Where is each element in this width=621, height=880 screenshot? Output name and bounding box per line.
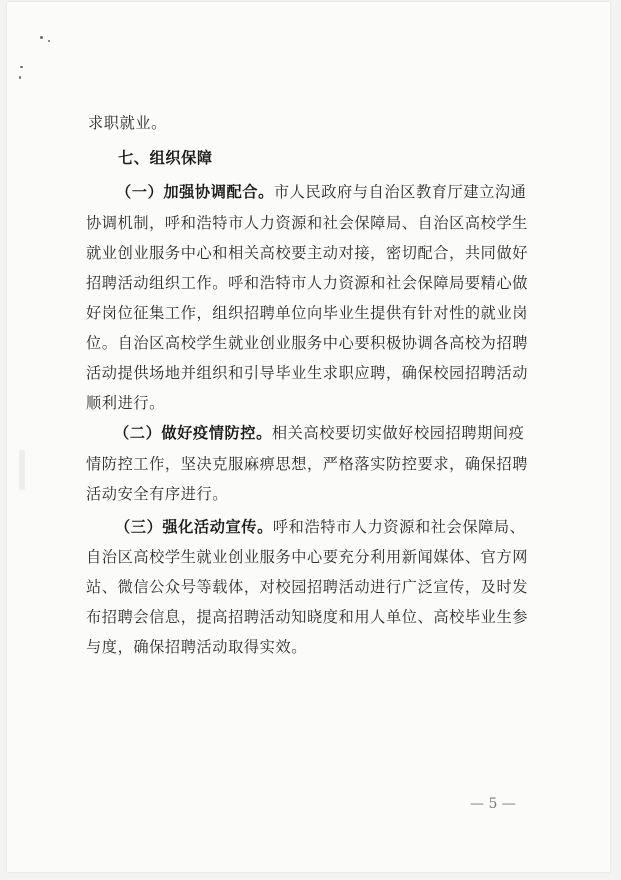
paragraph-2-line-1: （二）做好疫情防控。相关高校要切实做好校园招聘期间疫 <box>114 424 525 442</box>
document-page <box>7 2 610 872</box>
paragraph-2-line-2: 情防控工作，坚决克服麻痹思想，严格落实防控要求，确保招聘 <box>86 455 529 473</box>
scan-speck <box>20 66 23 68</box>
paragraph-3-line-4: 布招聘会信息，提高招聘活动知晓度和用人单位、高校毕业生参 <box>86 608 529 626</box>
paragraph-1-line-1: （一）加强协调配合。市人民政府与自治区教育厅建立沟通 <box>116 183 527 201</box>
scan-speck <box>19 76 21 79</box>
paragraph-1-line-2: 协调机制，呼和浩特市人力资源和社会保障局、自治区高校学生 <box>86 214 529 232</box>
paragraph-3-line-3: 站、微信公众号等载体，对校园招聘活动进行广泛宣传，及时发 <box>86 578 529 596</box>
body-line: 求职就业。 <box>88 114 167 132</box>
page-number: — 5 — <box>470 796 516 812</box>
paragraph-1-line-5: 好岗位征集工作，组织招聘单位向毕业生提供有针对性的就业岗 <box>86 304 529 322</box>
paragraph-3-line-1: （三）强化活动宣传。呼和浩特市人力资源和社会保障局、 <box>115 518 526 536</box>
paragraph-1-line-8: 顺利进行。 <box>86 394 165 412</box>
paragraph-3-line-2: 自治区高校学生就业创业服务中心要充分利用新闻媒体、官方网 <box>86 548 529 566</box>
subheading-3: （三）强化活动宣传。 <box>115 518 273 536</box>
paragraph-3-line-5: 与度，确保招聘活动取得实效。 <box>86 638 308 656</box>
paragraph-1-line-4: 招聘活动组织工作。呼和浩特市人力资源和社会保障局要精心做 <box>86 274 529 292</box>
scan-speck <box>40 36 43 39</box>
subheading-1: （一）加强协调配合。 <box>116 183 274 201</box>
subheading-2: （二）做好疫情防控。 <box>114 424 272 442</box>
scan-speck <box>48 40 50 42</box>
section-heading: 七、组织保障 <box>118 149 213 167</box>
paragraph-1-line-7: 活动提供场地并组织和引导毕业生求职应聘，确保校园招聘活动 <box>86 364 529 382</box>
paragraph-2-line-3: 活动安全有序进行。 <box>86 485 229 503</box>
paragraph-1-line-6: 位。自治区高校学生就业创业服务中心要积极协调各高校为招聘 <box>86 334 529 352</box>
paragraph-1-line-3: 就业创业服务中心和相关高校要主动对接，密切配合，共同做好 <box>86 244 529 262</box>
